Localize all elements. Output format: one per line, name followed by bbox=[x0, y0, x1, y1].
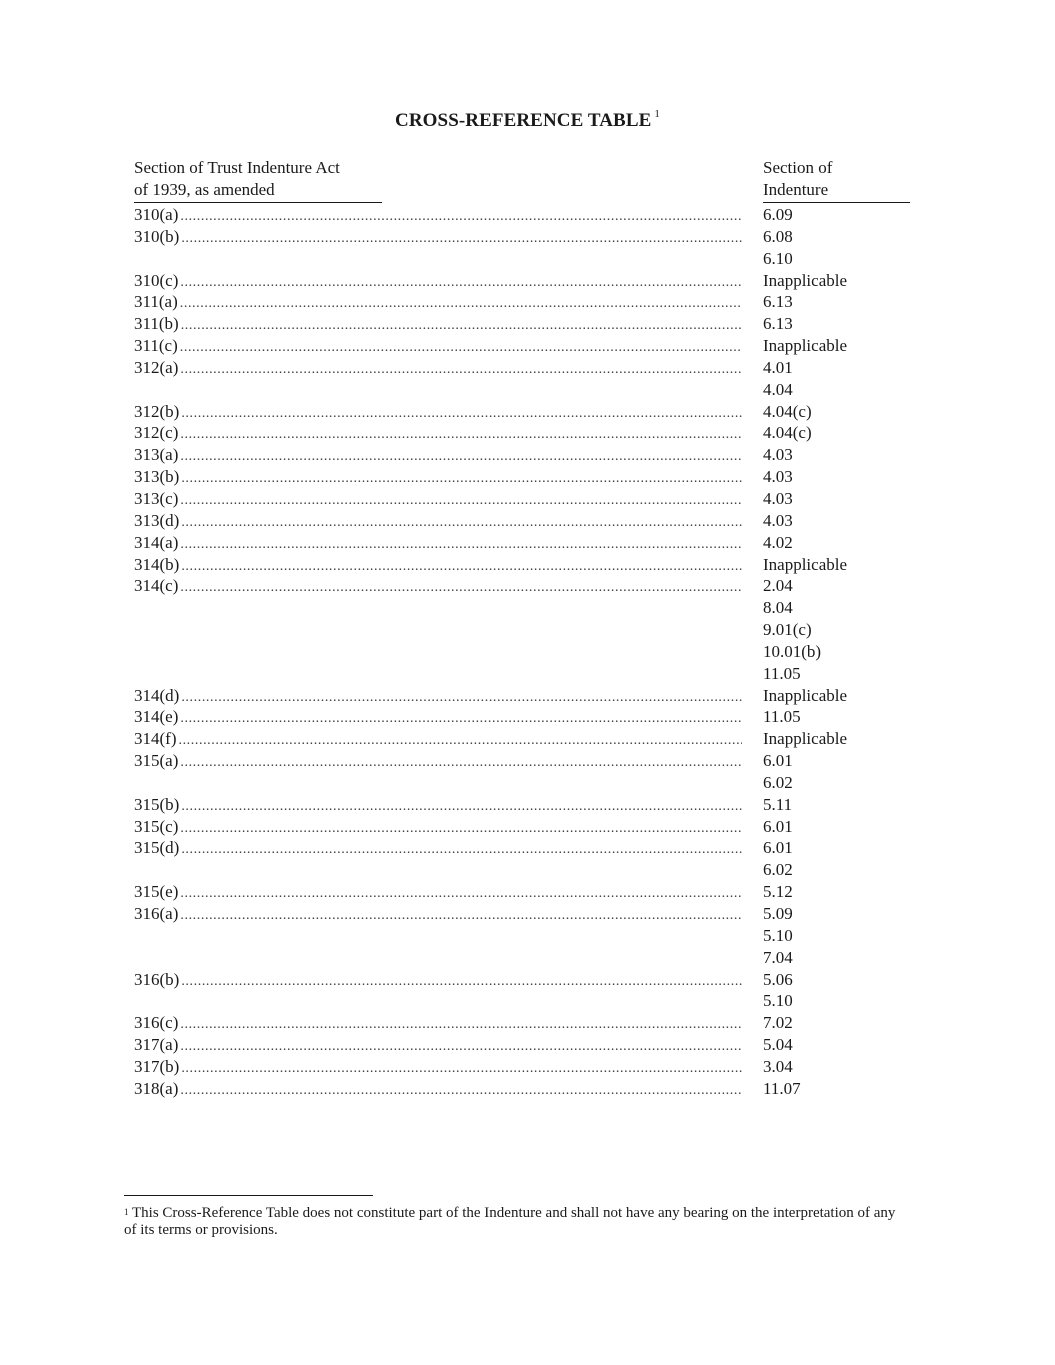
indenture-section-cell bbox=[763, 357, 793, 401]
indenture-section: 9.01(c) bbox=[763, 620, 812, 640]
dot-leader bbox=[180, 206, 742, 226]
tia-section-cell bbox=[134, 881, 742, 903]
table-row bbox=[134, 510, 914, 532]
page-title-text: CROSS-REFERENCE TABLE bbox=[395, 110, 652, 131]
indenture-section-cell bbox=[763, 335, 847, 357]
indenture-section: 4.03 bbox=[763, 445, 793, 465]
indenture-section-cell bbox=[763, 728, 847, 750]
dot-leader bbox=[180, 293, 742, 313]
table-row bbox=[134, 1012, 914, 1034]
tia-section-cell bbox=[134, 728, 742, 750]
indenture-section: 6.01 bbox=[763, 751, 793, 771]
indenture-section-cell bbox=[763, 1056, 793, 1078]
dot-leader bbox=[180, 1080, 742, 1100]
tia-section-cell bbox=[134, 706, 742, 728]
dot-leader bbox=[180, 424, 742, 444]
tia-section-cell bbox=[134, 488, 742, 510]
footnote-divider bbox=[124, 1195, 373, 1196]
table-row bbox=[134, 794, 914, 816]
indenture-section-cell bbox=[763, 226, 793, 270]
table-row bbox=[134, 401, 914, 423]
indenture-section: 2.04 bbox=[763, 576, 793, 596]
indenture-section-cell bbox=[763, 554, 847, 576]
tia-section: 315(c) bbox=[134, 816, 179, 836]
tia-section-cell bbox=[134, 1034, 742, 1056]
indenture-section-cell bbox=[763, 270, 847, 292]
column-header-tia-line2: of 1939, as amended bbox=[134, 180, 275, 199]
tia-section-cell bbox=[134, 466, 742, 488]
tia-section: 310(b) bbox=[134, 226, 180, 246]
indenture-section: 5.10 bbox=[763, 925, 793, 945]
indenture-section-cell bbox=[763, 1078, 801, 1100]
tia-section: 316(b) bbox=[134, 969, 180, 989]
table-row bbox=[134, 685, 914, 707]
tia-section-cell bbox=[134, 969, 742, 991]
indenture-section: 5.09 bbox=[763, 904, 793, 923]
indenture-section-cell bbox=[763, 685, 847, 707]
dot-leader bbox=[178, 730, 742, 750]
column-header-tia-line1: Section of Trust Indenture Act bbox=[134, 158, 340, 177]
table-row bbox=[134, 706, 914, 728]
table-row bbox=[134, 313, 914, 335]
tia-section-cell bbox=[134, 313, 742, 335]
tia-section: 310(a) bbox=[134, 205, 179, 224]
column-header-indenture-section bbox=[763, 157, 910, 203]
indenture-section: Inapplicable bbox=[763, 270, 848, 290]
dot-leader bbox=[181, 839, 742, 859]
indenture-section: 4.04(c) bbox=[763, 423, 812, 443]
tia-section: 313(b) bbox=[134, 467, 180, 487]
indenture-section: Inapplicable bbox=[763, 554, 848, 574]
table-row bbox=[134, 575, 914, 684]
footnote-marker: 1 bbox=[124, 1207, 129, 1217]
indenture-section: 3.04 bbox=[763, 1056, 793, 1076]
table-row bbox=[134, 226, 914, 270]
tia-section-cell bbox=[134, 837, 742, 859]
dot-leader bbox=[181, 228, 742, 248]
tia-section-cell bbox=[134, 903, 742, 925]
indenture-section: 10.01(b) bbox=[763, 641, 822, 661]
indenture-section: 8.04 bbox=[763, 598, 793, 618]
dot-leader bbox=[180, 883, 742, 903]
tia-section-cell bbox=[134, 204, 742, 226]
tia-section-cell bbox=[134, 335, 742, 357]
tia-section: 316(c) bbox=[134, 1013, 179, 1033]
indenture-section-cell bbox=[763, 204, 793, 226]
indenture-section: 6.09 bbox=[763, 205, 793, 224]
tia-section: 315(e) bbox=[134, 882, 179, 902]
indenture-section-cell bbox=[763, 1012, 793, 1034]
indenture-section-cell bbox=[763, 1034, 793, 1056]
dot-leader bbox=[181, 556, 742, 576]
tia-section: 312(b) bbox=[134, 401, 180, 421]
dot-leader bbox=[180, 359, 742, 379]
indenture-section: 6.10 bbox=[763, 248, 793, 268]
table-row bbox=[134, 816, 914, 838]
tia-section-cell bbox=[134, 1056, 742, 1078]
table-row bbox=[134, 444, 914, 466]
tia-section: 314(e) bbox=[134, 707, 179, 727]
dot-leader bbox=[181, 403, 742, 423]
indenture-section-cell bbox=[763, 313, 793, 335]
indenture-section: 6.02 bbox=[763, 772, 793, 792]
tia-section-cell bbox=[134, 816, 742, 838]
tia-section: 311(a) bbox=[134, 292, 178, 312]
tia-section-cell bbox=[134, 510, 742, 532]
tia-section: 315(d) bbox=[134, 838, 180, 858]
table-row bbox=[134, 291, 914, 313]
footnote bbox=[124, 1205, 904, 1239]
indenture-section: 4.01 bbox=[763, 357, 793, 377]
table-row bbox=[134, 488, 914, 510]
tia-section: 314(a) bbox=[134, 532, 179, 552]
tia-section-cell bbox=[134, 685, 742, 707]
indenture-section: 11.05 bbox=[763, 663, 801, 683]
table-row bbox=[134, 728, 914, 750]
indenture-section-cell bbox=[763, 291, 793, 313]
table-row bbox=[134, 1056, 914, 1078]
table-row bbox=[134, 837, 914, 881]
dot-leader bbox=[181, 796, 742, 816]
indenture-section: 5.11 bbox=[763, 794, 793, 814]
tia-section: 312(c) bbox=[134, 423, 179, 443]
tia-section-cell bbox=[134, 422, 742, 444]
dot-leader bbox=[180, 752, 742, 772]
indenture-section: 6.01 bbox=[763, 816, 793, 836]
dot-leader bbox=[180, 490, 742, 510]
table-row bbox=[134, 750, 914, 794]
indenture-section-cell bbox=[763, 532, 793, 554]
dot-leader bbox=[181, 1058, 742, 1078]
indenture-section-cell bbox=[763, 706, 801, 728]
dot-leader bbox=[180, 1014, 742, 1034]
table-row bbox=[134, 335, 914, 357]
tia-section: 315(b) bbox=[134, 794, 180, 814]
indenture-section: 5.06 bbox=[763, 969, 793, 989]
tia-section: 313(c) bbox=[134, 488, 179, 508]
tia-section-cell bbox=[134, 270, 742, 292]
tia-section: 315(a) bbox=[134, 751, 179, 771]
table-row bbox=[134, 357, 914, 401]
indenture-section: 5.10 bbox=[763, 991, 793, 1011]
indenture-section: 6.01 bbox=[763, 838, 793, 858]
footnote-text: This Cross-Reference Table does not constitute part of the Indenture and shall not have any bearing on the interpretation of any of its terms or provisions. bbox=[124, 1205, 896, 1238]
table-row bbox=[134, 270, 914, 292]
table-row bbox=[134, 903, 914, 969]
tia-section: 312(a) bbox=[134, 357, 179, 377]
indenture-section-cell bbox=[763, 422, 812, 444]
tia-section-cell bbox=[134, 444, 742, 466]
indenture-section: 4.04 bbox=[763, 379, 793, 399]
tia-section-cell bbox=[134, 357, 742, 379]
tia-section: 314(d) bbox=[134, 685, 180, 705]
indenture-section-cell bbox=[763, 903, 793, 969]
tia-section-cell bbox=[134, 750, 742, 772]
cross-reference-table bbox=[134, 204, 914, 1100]
indenture-section: 6.02 bbox=[763, 860, 793, 880]
indenture-section: 7.04 bbox=[763, 947, 793, 967]
tia-section: 310(c) bbox=[134, 270, 179, 290]
dot-leader bbox=[181, 468, 742, 488]
tia-section-cell bbox=[134, 226, 742, 248]
tia-section-cell bbox=[134, 532, 742, 554]
column-header-indenture-line2: Indenture bbox=[763, 180, 829, 199]
tia-section-cell bbox=[134, 575, 742, 597]
table-row bbox=[134, 881, 914, 903]
indenture-section-cell bbox=[763, 881, 793, 903]
tia-section: 313(a) bbox=[134, 445, 179, 465]
dot-leader bbox=[180, 905, 742, 925]
indenture-section: 4.02 bbox=[763, 532, 793, 552]
indenture-section-cell bbox=[763, 401, 812, 423]
indenture-section: 4.04(c) bbox=[763, 401, 812, 421]
table-row bbox=[134, 422, 914, 444]
dot-leader bbox=[180, 577, 742, 597]
tia-section-cell bbox=[134, 1078, 742, 1100]
tia-section: 313(d) bbox=[134, 510, 180, 530]
indenture-section: 11.07 bbox=[763, 1078, 801, 1098]
tia-section: 316(a) bbox=[134, 904, 179, 923]
dot-leader bbox=[180, 818, 742, 838]
indenture-section-cell bbox=[763, 466, 793, 488]
tia-section-cell bbox=[134, 291, 742, 313]
dot-leader bbox=[180, 708, 742, 728]
indenture-section: Inapplicable bbox=[763, 685, 848, 705]
indenture-section: Inapplicable bbox=[763, 729, 848, 749]
indenture-section: 4.03 bbox=[763, 467, 793, 487]
tia-section: 314(b) bbox=[134, 554, 180, 574]
tia-section: 317(b) bbox=[134, 1056, 180, 1076]
indenture-section: 4.03 bbox=[763, 510, 793, 530]
indenture-section: Inapplicable bbox=[763, 336, 848, 356]
indenture-section: 6.13 bbox=[763, 314, 793, 334]
tia-section: 311(b) bbox=[134, 314, 179, 334]
indenture-section-cell bbox=[763, 575, 821, 684]
table-row bbox=[134, 969, 914, 1013]
dot-leader bbox=[180, 534, 742, 554]
indenture-section: 7.02 bbox=[763, 1013, 793, 1033]
tia-section: 318(a) bbox=[134, 1078, 179, 1098]
indenture-section-cell bbox=[763, 488, 793, 510]
dot-leader bbox=[181, 512, 742, 532]
indenture-section: 11.05 bbox=[763, 707, 801, 727]
tia-section-cell bbox=[134, 794, 742, 816]
tia-section-cell bbox=[134, 554, 742, 576]
dot-leader bbox=[181, 315, 742, 335]
indenture-section-cell bbox=[763, 794, 792, 816]
indenture-section-cell bbox=[763, 750, 793, 794]
tia-section-cell bbox=[134, 1012, 742, 1034]
tia-section: 314(f) bbox=[134, 729, 177, 749]
dot-leader bbox=[181, 687, 742, 707]
indenture-section-cell bbox=[763, 969, 793, 1013]
tia-section: 314(c) bbox=[134, 576, 179, 596]
dot-leader bbox=[180, 272, 742, 292]
dot-leader bbox=[180, 1036, 742, 1056]
indenture-section-cell bbox=[763, 816, 793, 838]
tia-section: 311(c) bbox=[134, 336, 178, 356]
column-header-indenture-line1: Section of bbox=[763, 158, 833, 177]
table-row bbox=[134, 466, 914, 488]
indenture-section: 6.13 bbox=[763, 292, 793, 312]
tia-section-cell bbox=[134, 401, 742, 423]
indenture-section: 5.04 bbox=[763, 1035, 793, 1055]
title-footnote-marker: 1 bbox=[654, 108, 660, 120]
tia-section: 317(a) bbox=[134, 1035, 179, 1055]
table-row bbox=[134, 1034, 914, 1056]
table-row bbox=[134, 532, 914, 554]
dot-leader bbox=[180, 337, 742, 357]
indenture-section: 6.08 bbox=[763, 226, 793, 246]
column-header-tia-section bbox=[134, 157, 382, 203]
dot-leader bbox=[181, 971, 742, 991]
indenture-section-cell bbox=[763, 444, 793, 466]
indenture-section-cell bbox=[763, 837, 793, 881]
dot-leader bbox=[180, 446, 742, 466]
indenture-section: 4.03 bbox=[763, 488, 793, 508]
indenture-section-cell bbox=[763, 510, 793, 532]
table-row bbox=[134, 1078, 914, 1100]
table-row bbox=[134, 554, 914, 576]
page-title bbox=[0, 110, 1055, 132]
table-row bbox=[134, 204, 914, 226]
indenture-section: 5.12 bbox=[763, 882, 793, 902]
